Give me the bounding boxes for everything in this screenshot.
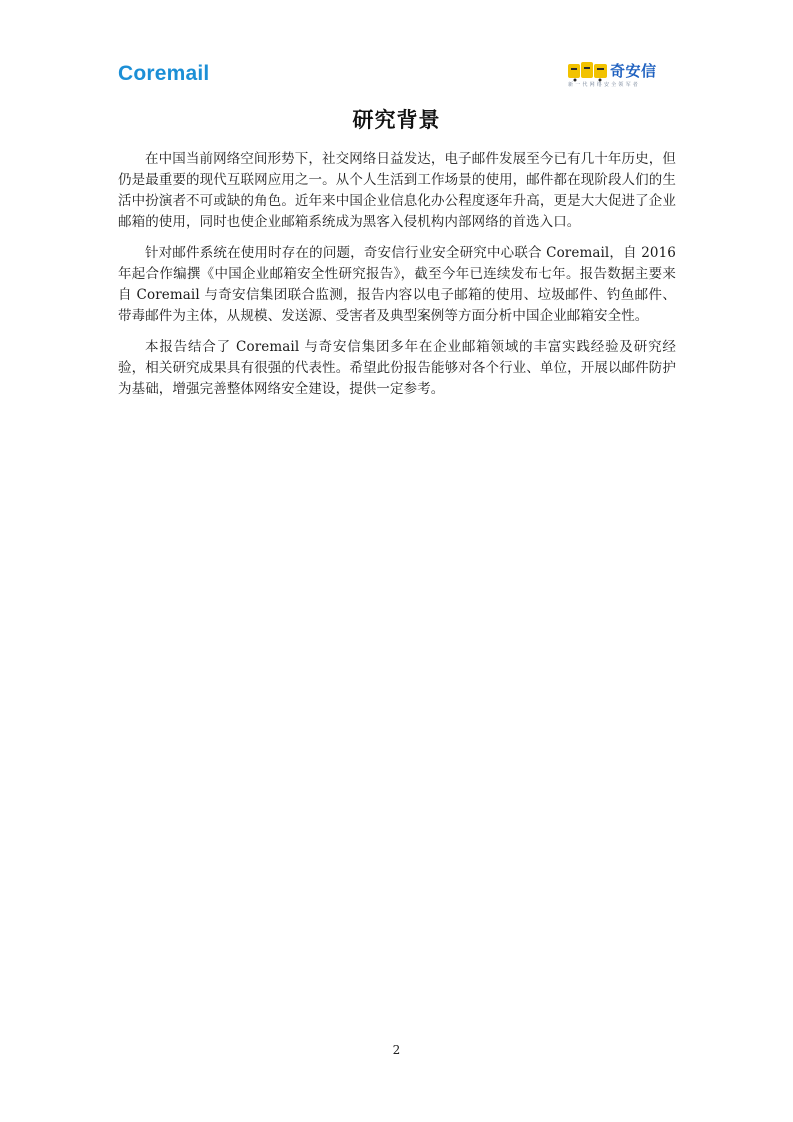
page-header	[0, 0, 793, 100]
page-number: 2	[392, 1043, 401, 1057]
coremail-logo: Coremail	[118, 62, 210, 85]
paragraph-2: 针对邮件系统在使用时存在的问题，奇安信行业安全研究中心联合 Coremail，自 2016 年起合作编撰《中国企业邮箱安全性研究报告》，截至今年已连续发布七年。报告数据主要来自 Coremail 与奇安信集团联合监测，报告内容以电子邮箱的使用、垃圾邮件、钓鱼邮件、带毒邮件为主体，从规模、发送源、受害者及典型案例等方面分析中国企业邮箱安全性。	[118, 245, 676, 324]
body-text	[118, 149, 676, 410]
paragraph-3: 本报告结合了 Coremail 与奇安信集团多年在企业邮箱领域的丰富实践经验及研究经验，相关研究成果具有很强的代表性。希望此份报告能够对各个行业、单位，开展以邮件防护为基础，增强完善整体网络安全建设，提供一定参考。	[118, 339, 676, 397]
qianxin-logo	[566, 58, 666, 92]
paragraph-1: 在中国当前网络空间形势下，社交网络日益发达，电子邮件发展至今已有几十年历史，但仍是最重要的现代互联网应用之一。从个人生活到工作场景的使用，邮件都在现阶段人们的生活中扮演者不可或缺的角色。近年来中国企业信息化办公程度逐年升高，更是大大促进了企业邮箱的使用，同时也使企业邮箱系统成为黑客入侵机构内部网络的首选入口。	[118, 151, 676, 230]
qianxin-logo-slogan: 新一代网络安全领军者	[568, 82, 641, 88]
mascot-icon	[566, 58, 610, 82]
section-title: 研究背景	[352, 108, 441, 132]
qianxin-logo-name: 奇安信	[610, 62, 657, 80]
